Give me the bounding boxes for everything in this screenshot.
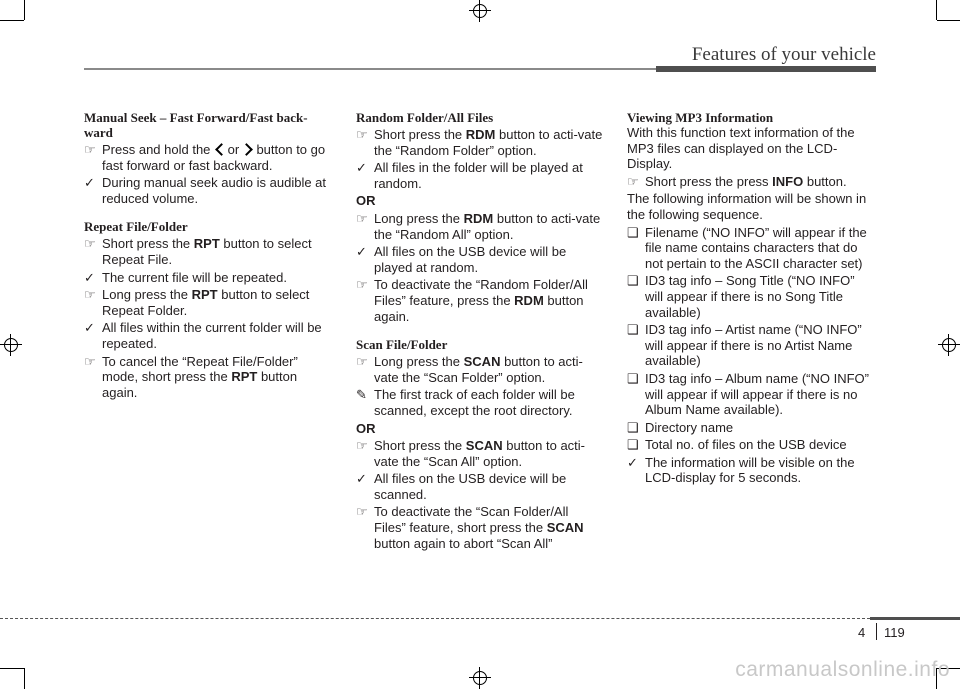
page-number: 119 [884, 625, 905, 640]
list-item: ✓ All files on the USB device will be scanned. [356, 471, 567, 502]
header-accent-bar [656, 66, 876, 72]
list-item: ☞ Short press the press INFO button. [627, 173, 847, 189]
hand-icon: ☞ [356, 354, 368, 370]
hand-icon: ☞ [356, 438, 368, 454]
check-icon: ✓ [84, 269, 95, 285]
list-item: ✎ The first track of each folder will be scanned, except the root directory. [356, 387, 575, 418]
crop-mark [24, 0, 25, 20]
hand-icon: ☞ [627, 173, 639, 189]
footer-rule [0, 618, 870, 619]
page-number-divider [876, 623, 877, 640]
check-icon: ✓ [356, 244, 367, 260]
section-header-title: Features of your vehicle [691, 44, 876, 65]
check-icon: ✓ [356, 471, 367, 487]
watermark: carmanualsonline.info [735, 658, 950, 681]
heading-manual-seek: Manual Seek – Fast Forward/Fast back-ward [84, 110, 308, 140]
list-item: ☞ Short press the SCAN button to acti-vate the “Scan All” option. [356, 438, 586, 469]
column-right [627, 110, 874, 486]
check-icon: ✓ [356, 160, 367, 176]
checkbox-icon: ❑ [627, 437, 639, 453]
checkbox-icon: ❑ [627, 419, 639, 435]
hand-icon: ☞ [356, 504, 368, 520]
or-label: OR [356, 193, 376, 209]
checkbox-icon: ❑ [627, 273, 639, 289]
crop-mark [936, 0, 937, 20]
heading-mp3-info: Viewing MP3 Information [627, 110, 774, 125]
list-item: ☞ To cancel the “Repeat File/Folder” mode, short press the RPT button again. [84, 353, 298, 400]
list-item: ✓ All files within the current folder will be repeated. [84, 320, 322, 351]
check-icon: ✓ [84, 175, 95, 191]
list-item: ❑ ID3 tag info – Album name (“NO INFO” will appear if will appear if there is no Album Name available). [627, 370, 869, 418]
hand-icon: ☞ [84, 353, 96, 369]
list-item: ☞ To deactivate the “Random Folder/All Files” feature, press the RDM button again. [356, 277, 588, 324]
paragraph: With this function text information of the MP3 files can displayed on the LCD-Display. [627, 125, 855, 172]
list-item: ✓ The information will be visible on the LCD-display for 5 seconds. [627, 454, 855, 486]
check-icon: ✓ [84, 320, 95, 336]
crop-mark [0, 20, 24, 21]
section-number: 4 [858, 625, 866, 640]
list-item: ❑ Directory name [627, 419, 734, 435]
paragraph: The following information will be shown in the following sequence. [627, 191, 867, 222]
list-item: ☞ Short press the RDM button to acti-vate the “Random Folder” option. [356, 127, 603, 158]
seek-forward-icon [243, 144, 253, 154]
list-item: ❑ Filename (“NO INFO” will appear if the file name contains characters that do not pertain to the ASCII character set) [627, 224, 867, 271]
registration-mark-icon [469, 0, 491, 22]
list-item: ☞ Long press the RPT button to select Repeat Folder. [84, 287, 310, 318]
hand-icon: ☞ [356, 210, 368, 226]
list-item: ☞ Press and hold the or button to go fast forward or fast backward. [84, 142, 326, 173]
checkbox-icon: ❑ [627, 224, 639, 240]
list-item: ❑ ID3 tag info – Artist name (“NO INFO” will appear if there is no Artist Name available) [627, 322, 862, 369]
list-item: ☞ To deactivate the “Scan Folder/All Files” feature, short press the SCAN button again to abort “Scan All” [356, 504, 584, 551]
checkbox-icon: ❑ [627, 322, 639, 338]
list-item: ✓ All files in the folder will be played at random. [356, 160, 583, 191]
registration-mark-icon [0, 334, 22, 356]
hand-icon: ☞ [356, 127, 368, 142]
hand-icon: ☞ [356, 277, 368, 293]
crop-mark [0, 668, 24, 669]
heading-random: Random Folder/All Files [356, 110, 494, 125]
list-item: ✓ All files on the USB device will be played at random. [356, 244, 567, 275]
crop-mark [24, 668, 25, 689]
column-left [84, 110, 331, 400]
registration-mark-icon [938, 334, 960, 356]
list-item: ✓ The current file will be repeated. [84, 269, 287, 285]
checkbox-icon: ❑ [627, 370, 639, 386]
list-item: ☞ Long press the RDM button to acti-vate the “Random All” option. [356, 210, 601, 242]
list-item: ❑ ID3 tag info – Song Title (“NO INFO” will appear if there is no Song Title available) [627, 273, 855, 320]
list-item: ☞ Short press the RPT button to select Repeat File. [84, 236, 312, 267]
footer-accent-bar [870, 617, 960, 620]
seek-back-icon [214, 144, 224, 154]
list-item: ❑ Total no. of files on the USB device [627, 437, 847, 453]
check-icon: ✓ [627, 454, 638, 470]
note-icon: ✎ [356, 387, 367, 403]
column-middle [356, 110, 603, 551]
or-label: OR [356, 420, 376, 436]
hand-icon: ☞ [84, 287, 96, 303]
list-item: ✓ During manual seek audio is audible at reduced volume. [84, 175, 327, 206]
heading-scan: Scan File/Folder [356, 337, 448, 353]
registration-mark-icon [469, 667, 491, 689]
heading-repeat: Repeat File/Folder [84, 219, 188, 235]
hand-icon: ☞ [84, 142, 96, 157]
crop-mark [937, 20, 960, 21]
hand-icon: ☞ [84, 236, 96, 252]
list-item: ☞ Long press the SCAN button to acti-vate the “Scan Folder” option. [356, 354, 583, 385]
